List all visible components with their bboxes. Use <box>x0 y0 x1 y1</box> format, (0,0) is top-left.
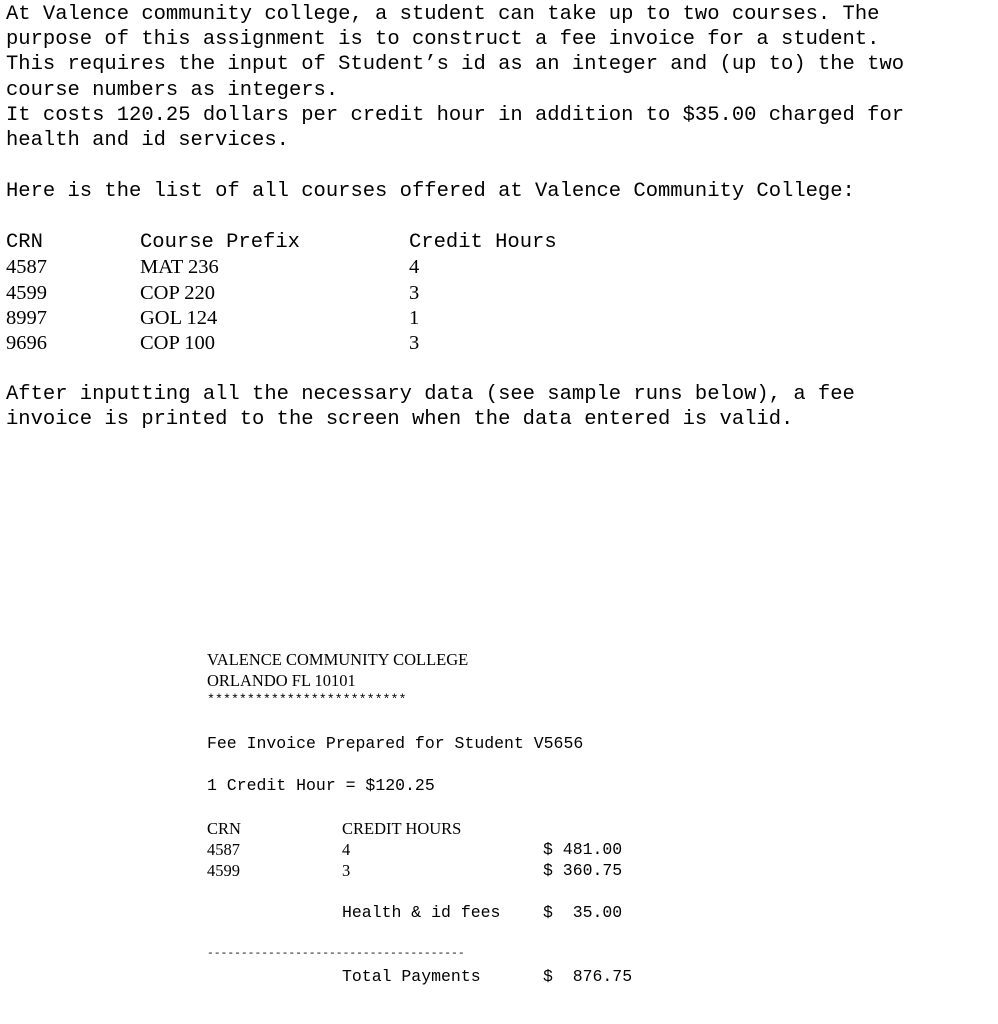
description-line: At Valence community college, a student can take up to two courses. The <box>6 3 880 26</box>
header-crn: CRN <box>6 231 43 254</box>
description-line: This requires the input of Student’s id as an integer and (up to) the two <box>6 53 905 76</box>
invoice-total-label: Total Payments <box>342 967 481 986</box>
after-line: invoice is printed to the screen when the data entered is valid. <box>6 408 794 431</box>
invoice-prepared-for: Fee Invoice Prepared for Student V5656 <box>207 734 584 753</box>
invoice-health-label: Health & id fees <box>342 903 501 922</box>
invoice-header-credit-hours: CREDIT HOURS <box>342 819 462 838</box>
invoice-health-amount: $ 35.00 <box>543 903 623 922</box>
course-prefix: MAT 236 <box>140 256 219 278</box>
course-crn: 9696 <box>6 332 47 354</box>
after-line: After inputting all the necessary data (see sample runs below), a fee <box>6 383 855 406</box>
course-credit-hours: 3 <box>409 332 420 354</box>
invoice-star-divider: ************************* <box>207 692 407 707</box>
invoice-address: ORLANDO FL 10101 <box>207 671 356 690</box>
description-line: health and id services. <box>6 129 289 152</box>
header-credit-hours: Credit Hours <box>409 231 557 254</box>
course-credit-hours: 3 <box>409 282 420 304</box>
course-prefix: COP 220 <box>140 282 215 304</box>
course-list-intro: Here is the list of all courses offered at Valence Community College: <box>6 180 855 203</box>
header-course-prefix: Course Prefix <box>140 231 300 254</box>
description-line: It costs 120.25 dollars per credit hour in addition to $35.00 charged for <box>6 104 905 127</box>
course-credit-hours: 4 <box>409 256 420 278</box>
invoice-dash-divider: -------------------------------------- <box>207 948 465 960</box>
invoice-credit-hours: 4 <box>342 840 351 859</box>
description-line: course numbers as integers. <box>6 79 339 102</box>
invoice-crn: 4599 <box>207 861 240 880</box>
course-credit-hours: 1 <box>409 307 420 329</box>
invoice-rate: 1 Credit Hour = $120.25 <box>207 776 435 795</box>
course-crn: 4599 <box>6 282 47 304</box>
course-crn: 8997 <box>6 307 47 329</box>
invoice-amount: $ 481.00 <box>543 840 623 859</box>
invoice-amount: $ 360.75 <box>543 861 623 880</box>
invoice-crn: 4587 <box>207 840 240 859</box>
invoice-credit-hours: 3 <box>342 861 351 880</box>
course-crn: 4587 <box>6 256 47 278</box>
course-prefix: COP 100 <box>140 332 215 354</box>
invoice-college-name: VALENCE COMMUNITY COLLEGE <box>207 650 469 669</box>
invoice-header-crn: CRN <box>207 819 241 838</box>
description-line: purpose of this assignment is to construct a fee invoice for a student. <box>6 28 880 51</box>
course-prefix: GOL 124 <box>140 307 218 329</box>
invoice-total-amount: $ 876.75 <box>543 967 633 986</box>
